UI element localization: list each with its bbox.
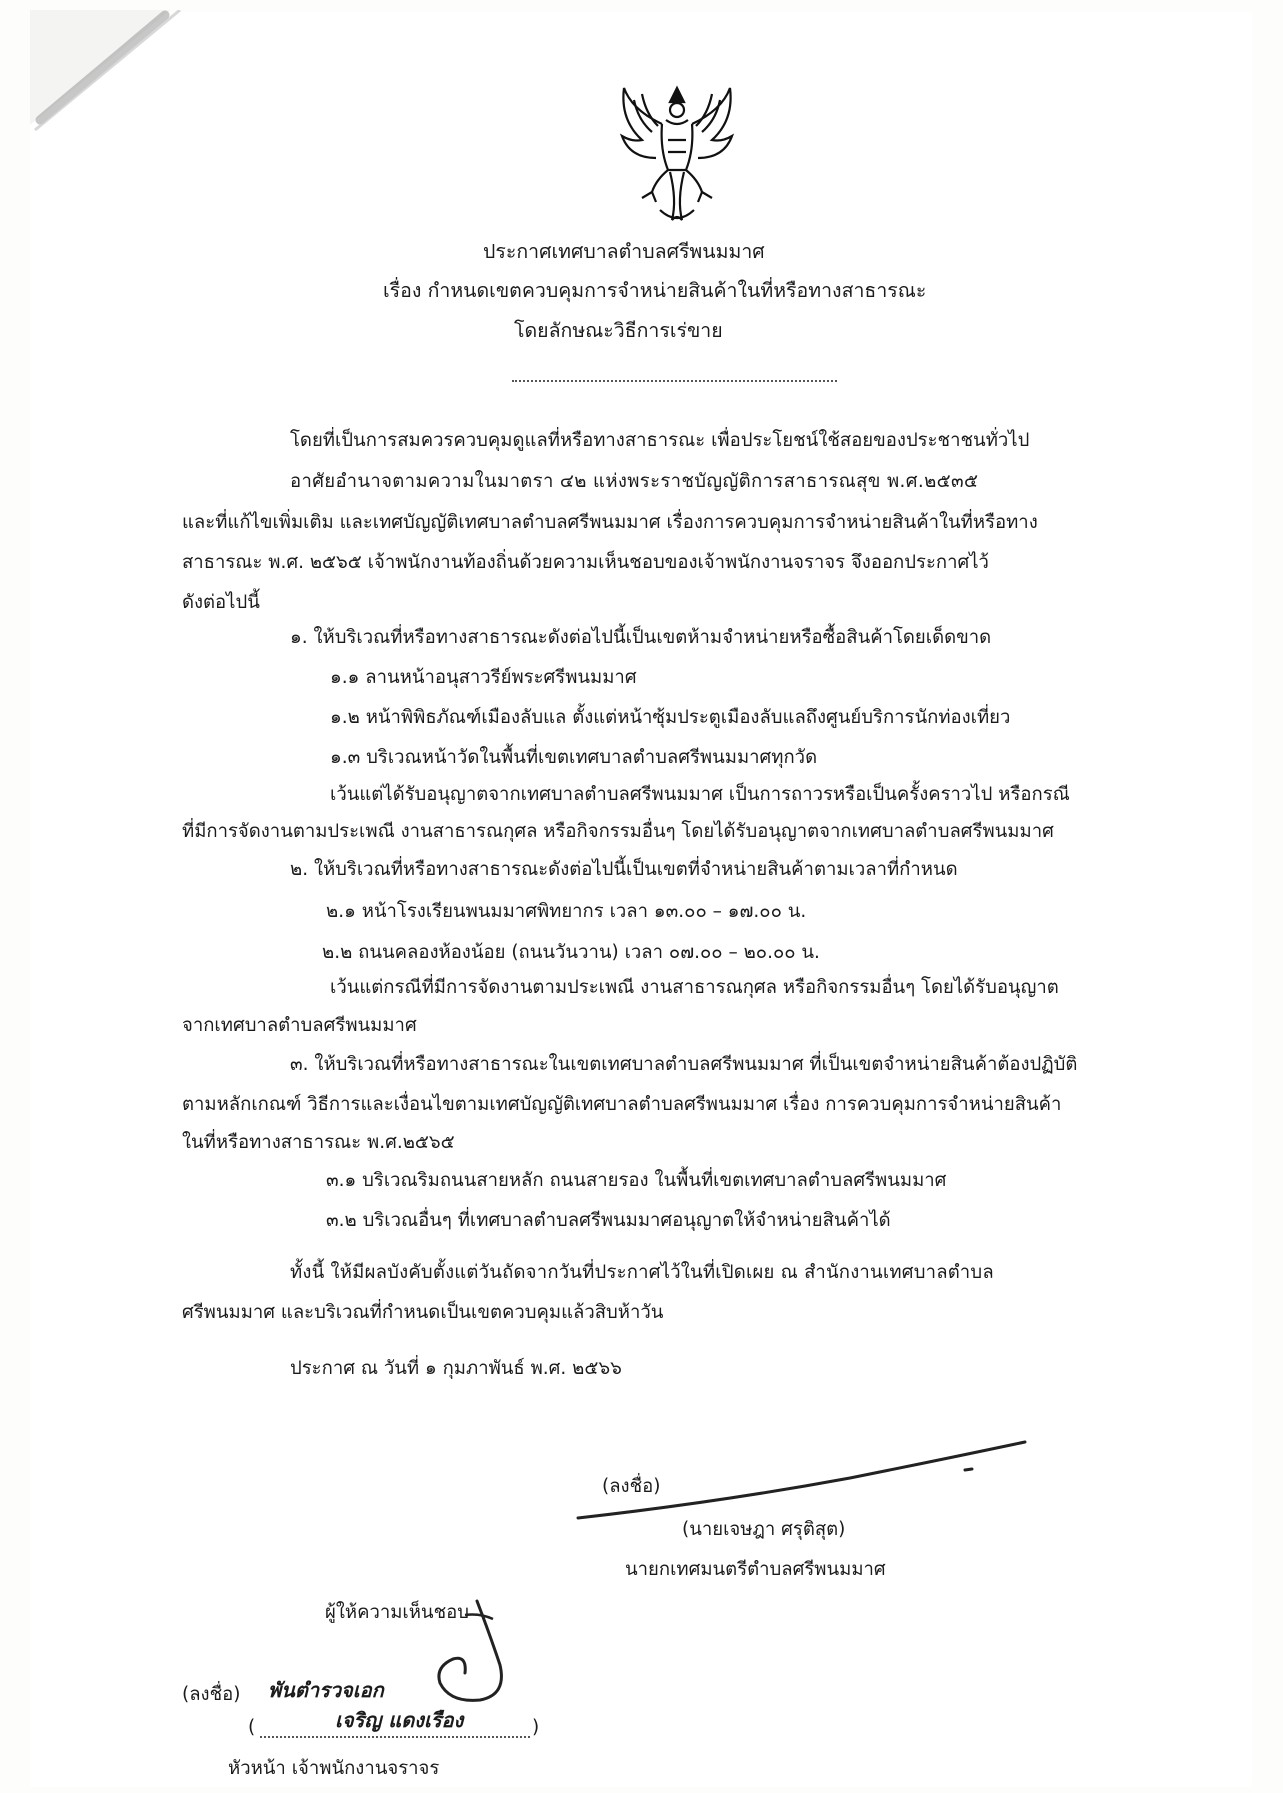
announcement-subject-line2: โดยลักษณะวิธีการเร่ขาย — [514, 319, 723, 342]
section-1-exception: เว้นแต่ได้รับอนุญาตจากเทศบาลตำบลศรีพนมมาศ เป็นการถาวรหรือเป็นครั้งคราวไป หรือกรณี — [330, 784, 1070, 805]
section-1-1: ๑.๑ ลานหน้าอนุสาวรีย์พระศรีพนมมาศ — [330, 667, 637, 688]
mayor-name: (นายเจษฎา ศรุติสุต) — [682, 1519, 846, 1540]
effective-clause: ทั้งนี้ ให้มีผลบังคับตั้งแต่วันถัดจากวันที่ประกาศไว้ในที่เปิดเผย ณ สำนักงานเทศบาลตำบล — [290, 1262, 994, 1283]
section-3-1: ๓.๑ บริเวณริมถนนสายหลัก ถนนสายรอง ในพื้นที่เขตเทศบาลตำบลศรีพนมมาศ — [326, 1170, 947, 1191]
mayor-position: นายกเทศมนตรีตำบลศรีพนมมาศ — [625, 1559, 886, 1580]
section-1: ๑. ให้บริเวณที่หรือทางสาธารณะดังต่อไปนี้เป็นเขตห้ามจำหน่ายหรือซื้อสินค้าโดยเด็ดขาด — [290, 627, 992, 648]
header-divider — [512, 380, 837, 382]
paragraph-authority: อาศัยอำนาจตามความในมาตรา ๔๒ แห่งพระราชบัญญัติการสาธารณสุข พ.ศ.๒๕๓๕ — [290, 471, 979, 492]
section-3-line3: ในที่หรือทางสาธารณะ พ.ศ.๒๕๖๕ — [182, 1132, 455, 1153]
paragraph-authority-line4: ดังต่อไปนี้ — [182, 592, 260, 613]
paragraph-authority-line2: และที่แก้ไขเพิ่มเติม และเทศบัญญัติเทศบาลตำบลศรีพนมมาศ เรื่องการควบคุมการจำหน่ายสินค้าในที่หรือทาง — [182, 512, 1038, 533]
section-1-3: ๑.๓ บริเวณหน้าวัดในพื้นที่เขตเทศบาลตำบลศรีพนมมาศทุกวัด — [330, 747, 818, 768]
approver-name-open: ( — [248, 1717, 256, 1738]
mayor-sign-label: (ลงชื่อ) — [602, 1476, 661, 1497]
approver-sign-label: (ลงชื่อ) — [182, 1684, 241, 1705]
section-2-exception-line2: จากเทศบาลตำบลศรีพนมมาศ — [182, 1015, 417, 1036]
approver-signature — [395, 1595, 525, 1710]
section-3-2: ๓.๒ บริเวณอื่นๆ ที่เทศบาลตำบลศรีพนมมาศอนุญาตให้จำหน่ายสินค้าได้ — [326, 1210, 891, 1231]
announcement-date: ประกาศ ณ วันที่ ๑ กุมภาพันธ์ พ.ศ. ๒๕๖๖ — [290, 1358, 622, 1379]
paragraph-authority-line3: สาธารณะ พ.ศ. ๒๕๖๕ เจ้าพนักงานท้องถิ่นด้วยความเห็นชอบของเจ้าพนักงานจราจร จึงออกประกาศไว้ — [182, 552, 989, 573]
garuda-emblem-icon — [612, 80, 742, 230]
approver-name-handwritten: เจริญ แดงเรือง — [335, 1708, 464, 1732]
approver-rank-handwritten: พันตำรวจเอก — [268, 1678, 384, 1702]
section-3-line2: ตามหลักเกณฑ์ วิธีการและเงื่อนไขตามเทศบัญญัติเทศบาลตำบลศรีพนมมาศ เรื่อง การควบคุมการจำหน่ายสินค้า — [182, 1094, 1062, 1115]
section-1-exception-line2: ที่มีการจัดงานตามประเพณี งานสาธารณกุศล หรือกิจกรรมอื่นๆ โดยได้รับอนุญาตจากเทศบาลตำบลศรีพนมมาศ — [182, 821, 1054, 842]
announcement-title: ประกาศเทศบาลตำบลศรีพนมมาศ — [483, 240, 765, 263]
section-2-2: ๒.๒ ถนนคลองห้องน้อย (ถนนวันวาน) เวลา ๐๗.๐๐ – ๒๐.๐๐ น. — [322, 942, 820, 963]
section-2: ๒. ให้บริเวณที่หรือทางสาธารณะดังต่อไปนี้เป็นเขตที่จำหน่ายสินค้าตามเวลาที่กำหนด — [290, 859, 958, 880]
announcement-subject: เรื่อง กำหนดเขตควบคุมการจำหน่ายสินค้าในที่หรือทางสาธารณะ — [383, 279, 927, 302]
section-2-1: ๒.๑ หน้าโรงเรียนพนมมาศพิทยากร เวลา ๑๓.๐๐ – ๑๗.๐๐ น. — [326, 901, 807, 922]
section-2-exception: เว้นแต่กรณีที่มีการจัดงานตามประเพณี งานสาธารณกุศล หรือกิจกรรมอื่นๆ โดยได้รับอนุญาต — [330, 977, 1059, 998]
approver-name-dotted-line — [260, 1736, 530, 1738]
approver-position: หัวหน้า เจ้าพนักงานจราจร — [228, 1758, 440, 1779]
paragraph-intro: โดยที่เป็นการสมควรควบคุมดูแลที่หรือทางสาธารณะ เพื่อประโยชน์ใช้สอยของประชาชนทั่วไป — [290, 430, 1030, 451]
section-3: ๓. ให้บริเวณที่หรือทางสาธารณะในเขตเทศบาลตำบลศรีพนมมาศ ที่เป็นเขตจำหน่ายสินค้าต้องปฏิบัติ — [290, 1054, 1078, 1075]
section-1-2: ๑.๒ หน้าพิพิธภัณฑ์เมืองลับแล ตั้งแต่หน้าซุ้มประตูเมืองลับแลถึงศูนย์บริการนักท่องเที่ยว — [330, 707, 1011, 728]
effective-clause-line2: ศรีพนมมาศ และบริเวณที่กำหนดเป็นเขตควบคุมแล้วสิบห้าวัน — [182, 1302, 664, 1323]
folded-corner — [30, 10, 200, 150]
approver-name-close: ) — [532, 1717, 540, 1738]
approver-label: ผู้ให้ความเห็นชอบ — [325, 1602, 469, 1623]
